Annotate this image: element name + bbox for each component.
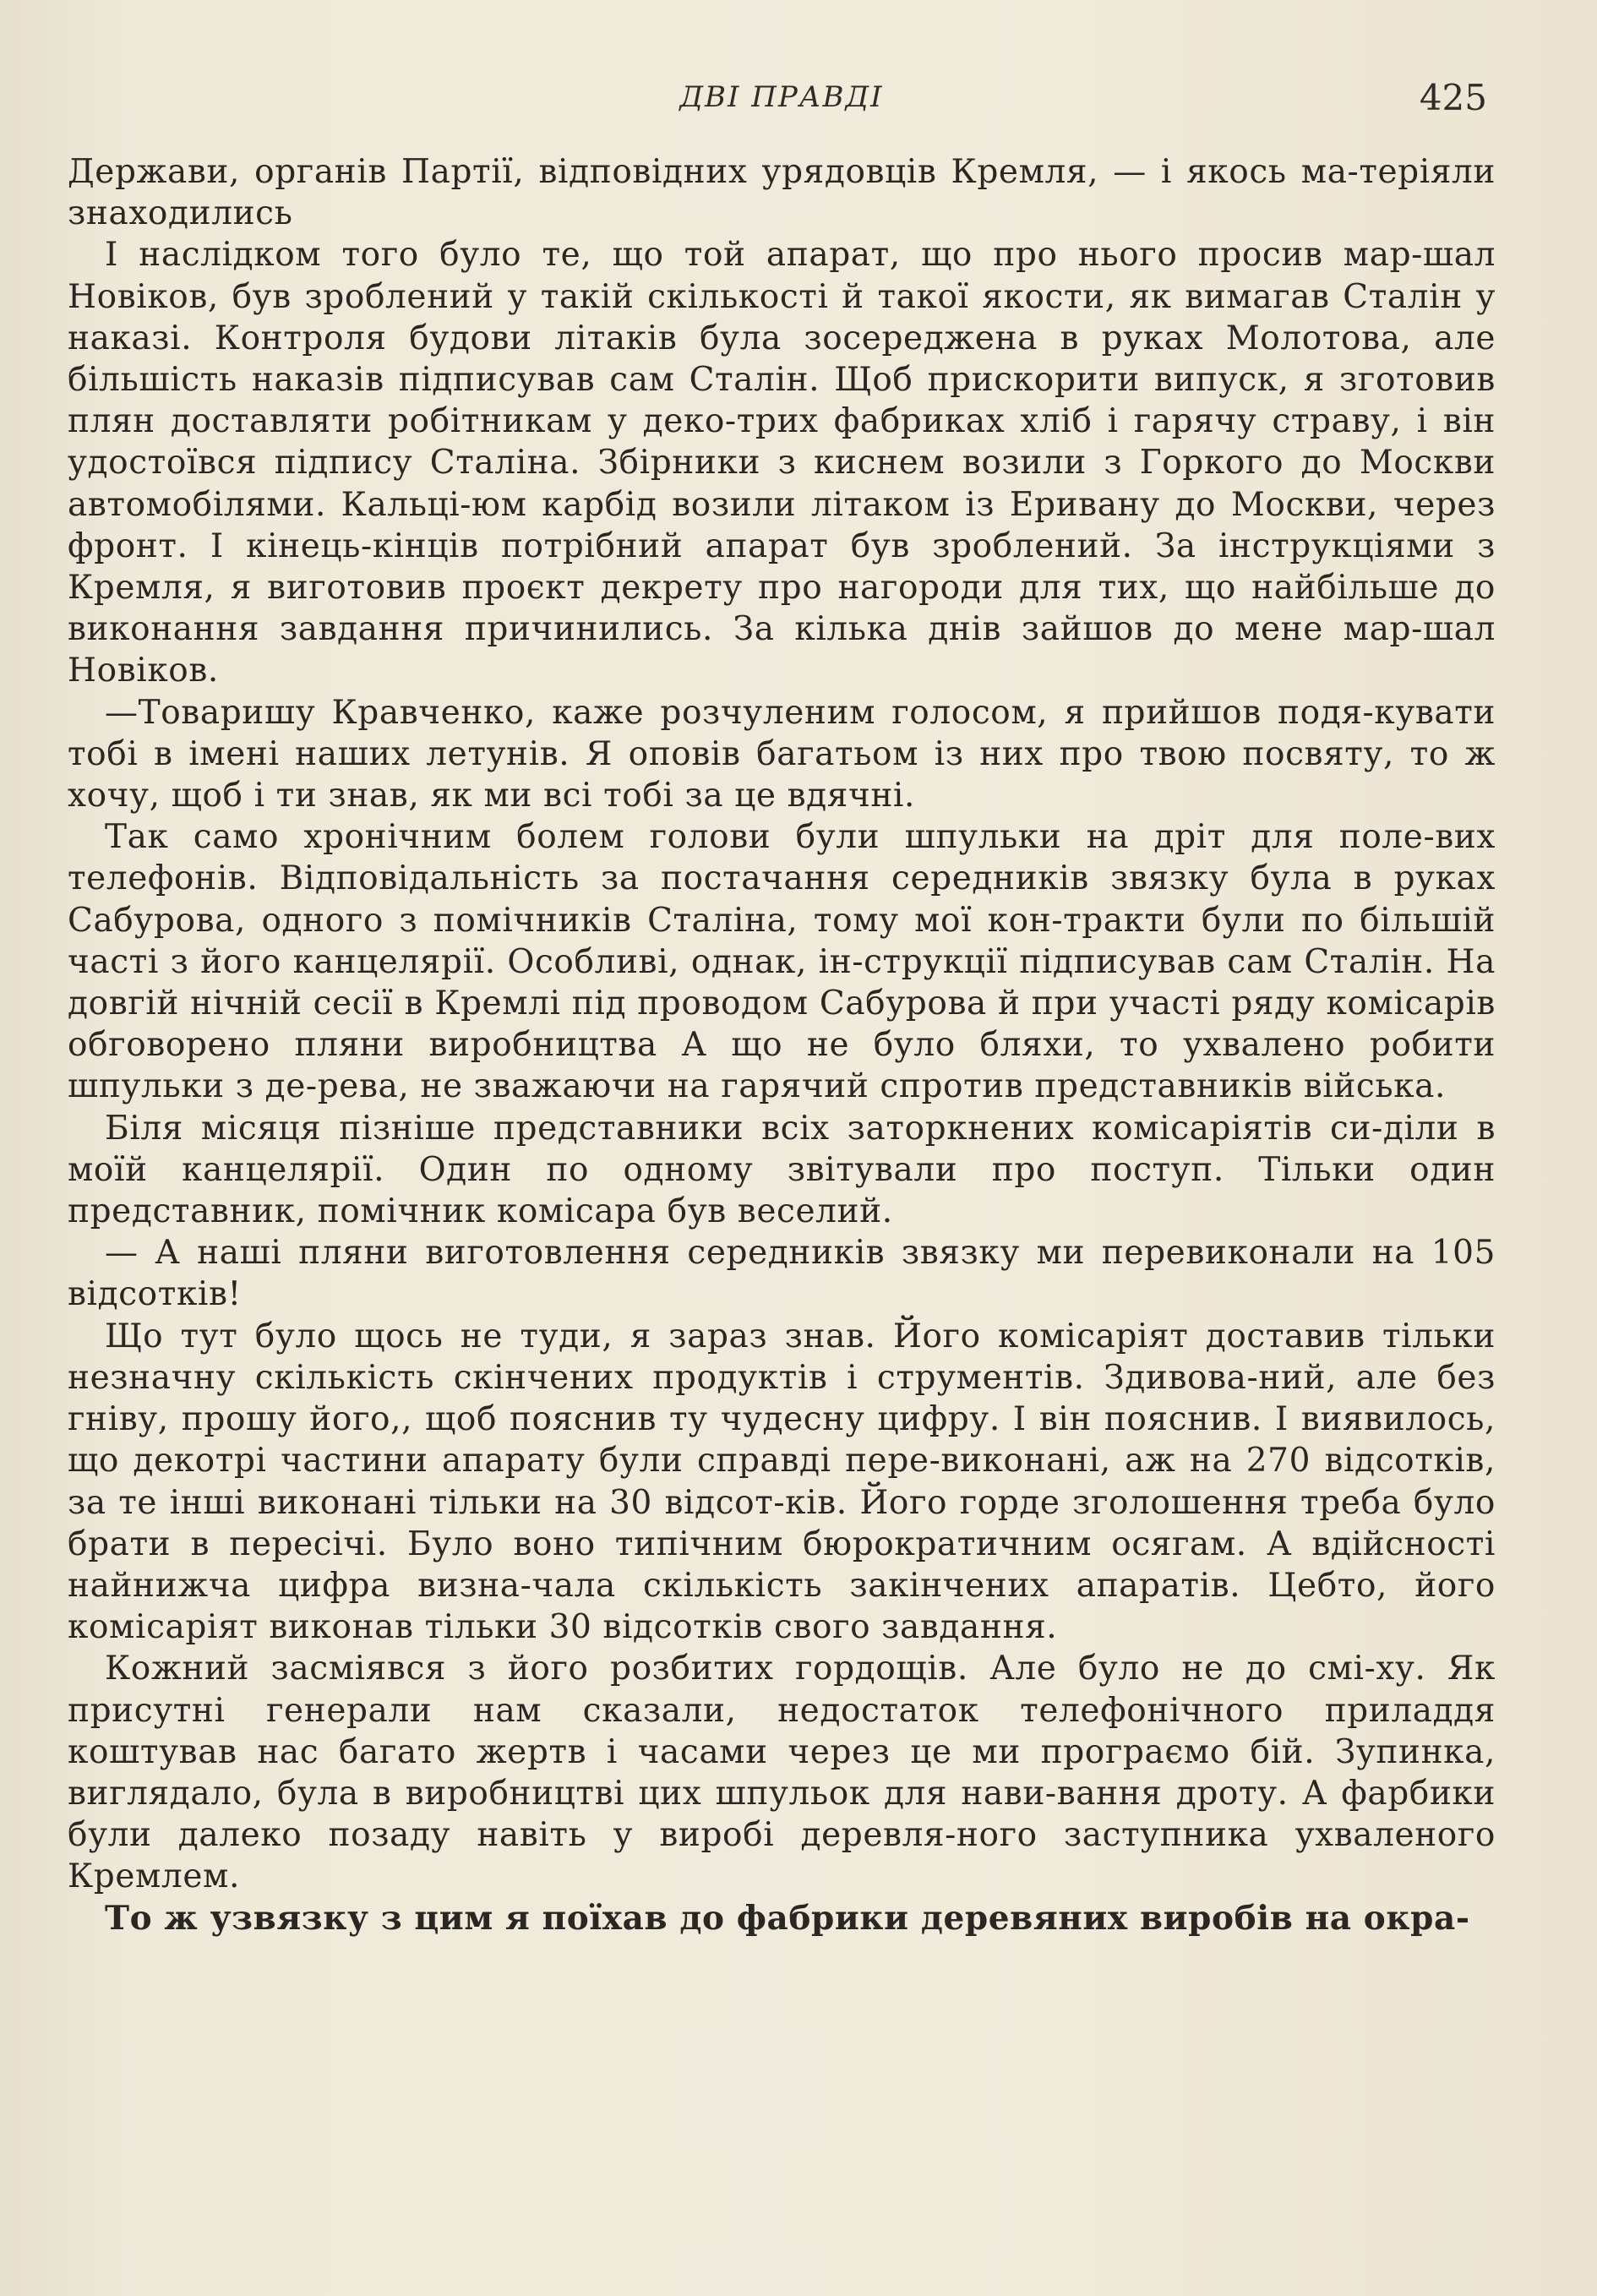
paragraph: То ж узвязку з цим я поїхав до фабрики деревяних виробів на окра- [105,1898,1470,1938]
paragraph: І наслідком того було те, що той апарат, що про нього просив мар-шал Новіков, був зроблений у такій скількості й такої якости, як вимагав Сталін у наказі. Контроля будови літаків була зосереджена в руках Молотова, але більшість наказів підписував сам Сталін. Щоб прискорити випуск, я зготовив плян доставляти робітникам у деко-трих фабриках хліб і гарячу страву, і він удостоївся підпису Сталіна. Збірники з киснем возили з Горкого до Москви автомобілями. Кальці-юм карбід возили літаком із Еривану до Москви, через фронт. І кінець-кінців потрібний апарат був зроблений. За інструкціями з Кремля, я виготовив проєкт декрету про нагороди для тих, що найбільше до виконання завдання причинились. За кілька днів зайшов до мене мар-шал Новіков. [68,236,1496,690]
paragraph: — А наші пляни виготовлення середників звязку ми перевиконали на 105 відсотків! [68,1234,1496,1314]
paragraph: Кожний засміявся з його розбитих гордощів. Але було не до смі-ху. Як присутні генерали нам сказали, недостаток телефонічного приладдя коштував нас багато жертв і часами через це ми програємо бій. Зупинка, виглядало, була в виробництві цих шпульок для нави-вання дроту. А фарбики були далеко позаду навіть у виробі деревля-ного заступника ухваленого Кремлем. [68,1650,1496,1896]
body-text [68,151,1496,1939]
paragraph: —Товаришу Кравченко, каже розчуленим голосом, я прийшов подя-кувати тобі в імені наших летунів. Я оповів багатьом із них про твою посвяту, то ж хочу, щоб і ти знав, як ми всі тобі за це вдячні. [68,693,1496,815]
page-header [68,77,1496,139]
page-number: 425 [1419,77,1487,118]
running-title: ДВІ ПРАВДІ [679,80,884,114]
paragraph: Біля місяця пізніше представники всіх заторкнених комісаріятів си-діли в моїй канцелярії. Один по одному звітували про поступ. Тільки один представник, помічник комісара був веселий. [68,1109,1496,1231]
paragraph: Так само хронічним болем голови були шпульки на дріт для поле-вих телефонів. Відповідальність за постачання середників звязку була в руках Сабурова, одного з помічників Сталіна, тому мої кон-тракти були по більшій часті з його канцелярії. Особливі, однак, ін-струкції підписував сам Сталін. На довгій нічній сесії в Кремлі під проводом Сабурова й при участі ряду комісарів обговорено пляни виробництва А що не було бляхи, то ухвалено робити шпульки з де-рева, не зважаючи на гарячий спротив представників війська. [68,818,1496,1106]
paragraph: Держави, органів Партії, відповідних урядовців Кремля, — і якось ма-теріяли знаходились [68,153,1496,233]
paragraph: Що тут було щось не туди, я зараз знав. Його комісаріят доставив тільки незначну скількість скінчених продуктів і струментів. Здивова-ний, але без гніву, прошу його,, щоб пояснив ту чудесну цифру. І він пояснив. І виявилось, що декотрі частини апарату були справді пере-виконані, аж на 270 відсотків, за те інші виконані тільки на 30 відсот-ків. Його горде зголошення треба було брати в пересічі. Було воно типічним бюрократичним осягам. А вдійсності найнижча цифра визна-чала скількість закінчених апаратів. Цебто, його комісаріят виконав тільки 30 відсотків свого завдання. [68,1317,1496,1647]
